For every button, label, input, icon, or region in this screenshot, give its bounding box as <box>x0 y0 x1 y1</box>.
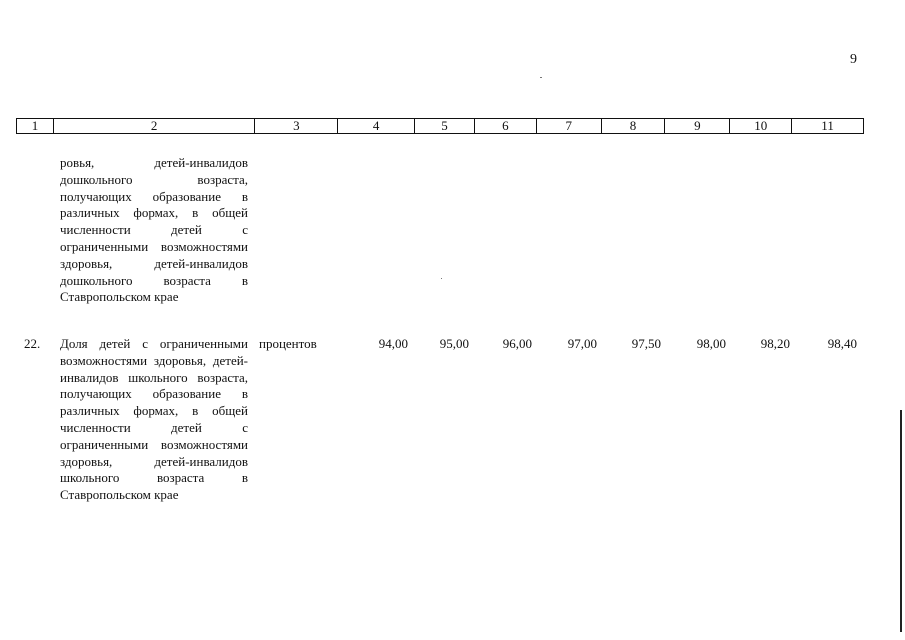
column-header: 9 <box>665 119 730 133</box>
row-value: 98,40 <box>827 336 857 351</box>
row-value: 97,50 <box>631 336 661 351</box>
row-value: 97,00 <box>567 336 597 351</box>
column-header: 8 <box>602 119 666 133</box>
scan-edge-line <box>900 410 902 632</box>
row-number: 22. <box>24 336 41 351</box>
row-value: 95,00 <box>439 336 469 351</box>
column-header: 5 <box>415 119 475 133</box>
column-header: 2 <box>54 119 256 133</box>
column-header: 7 <box>537 119 602 133</box>
continuation-text: ровья, детей-инвалидов дошкольного возраста, получающих образование в различных формах, в общей численности детей с ограниченными возможностями здоровья, детей-инвалидов дошкольного возраста в Ставропольском крае <box>60 155 248 305</box>
table-header-row <box>16 118 864 134</box>
column-header: 4 <box>338 119 415 133</box>
row-value: 98,20 <box>760 336 790 351</box>
scan-speck <box>540 77 542 78</box>
scan-speck <box>441 278 442 279</box>
column-header: 6 <box>475 119 537 133</box>
row-value: 98,00 <box>696 336 726 351</box>
row-value: 96,00 <box>502 336 532 351</box>
row-description: Доля детей с ограниченными возможностями здоровья, детей-инвалидов школьного возраста, получающих образование в различных формах, в общей численности детей с ограниченными возможностями здоровья, детей-инвалидов школьного возраста в Ставропольском крае <box>60 336 248 503</box>
row-value: 94,00 <box>378 336 408 351</box>
column-header: 1 <box>17 119 54 133</box>
column-header: 11 <box>821 118 834 133</box>
row-unit: процентов <box>259 336 317 351</box>
column-header: 3 <box>255 119 338 133</box>
page-number: 9 <box>850 52 857 67</box>
column-header: 10 <box>730 119 792 133</box>
